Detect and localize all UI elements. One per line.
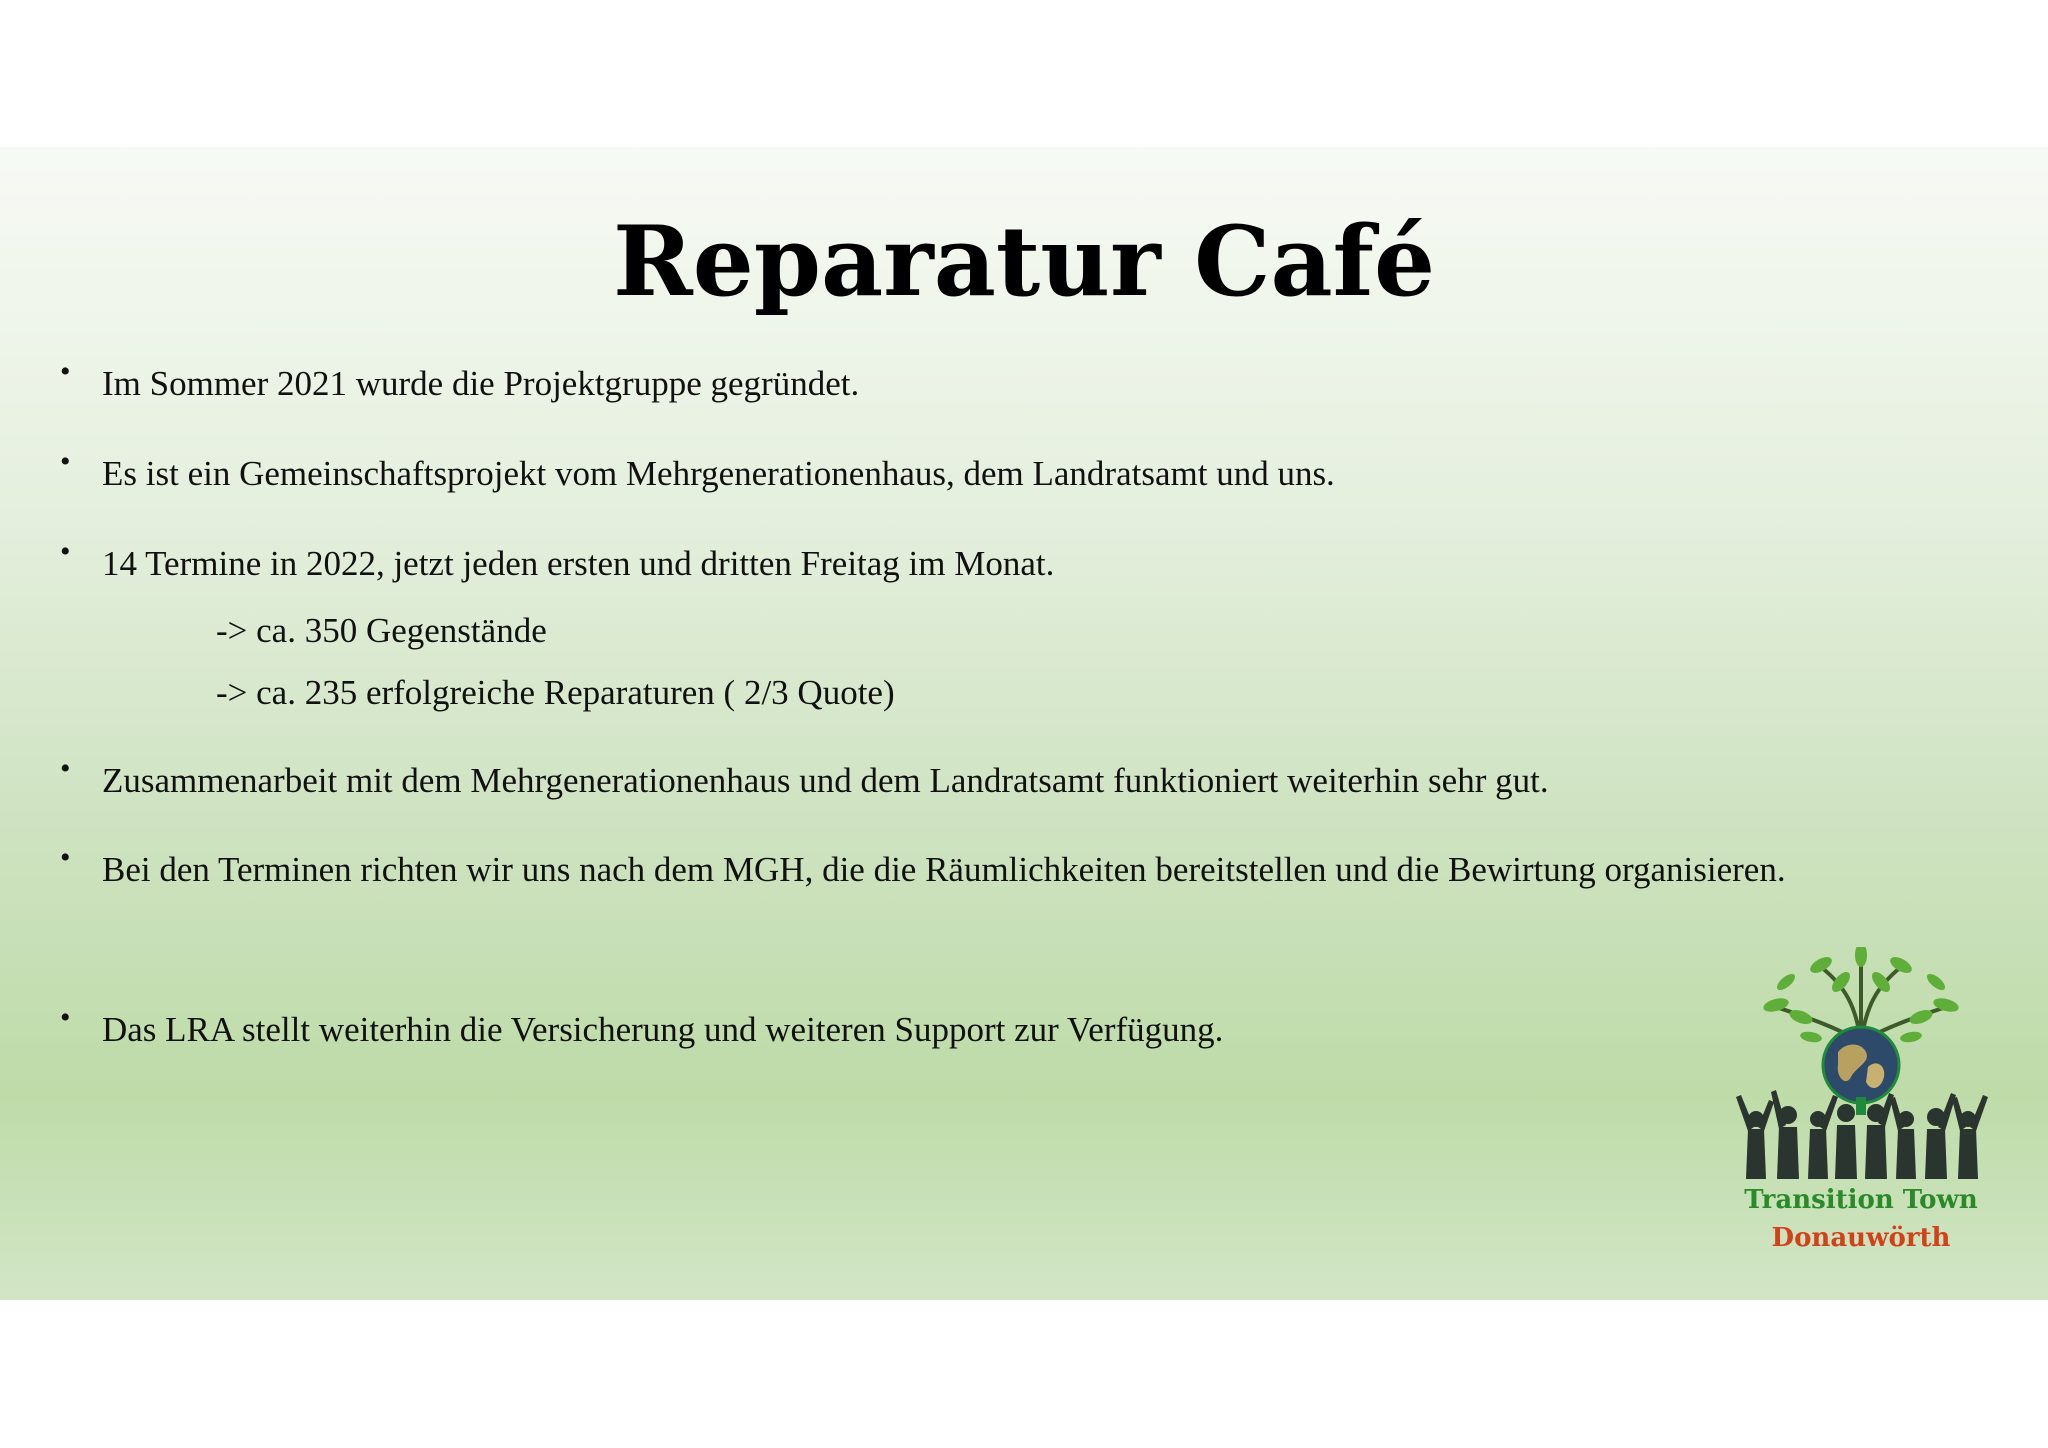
bullet-item: [60, 835, 1880, 905]
slide: [0, 147, 2048, 1300]
bullet-item: [60, 349, 1880, 419]
bullet-dot: •: [60, 355, 71, 388]
bullet-text: 14 Termine in 2022, jetzt jeden ersten und dritten Freitag im Monat.: [102, 544, 1055, 583]
bullet-dot: •: [60, 752, 71, 785]
transition-town-logo: [1726, 947, 1996, 1267]
bullet-item: [60, 746, 1880, 816]
bullet-text: Im Sommer 2021 wurde die Projektgruppe gegründet.: [102, 364, 860, 403]
tree-globe-people-icon: [1726, 947, 1996, 1183]
bullet-dot: •: [60, 535, 71, 568]
sub-item: -> ca. 235 erfolgreiche Reparaturen ( 2/3 Quote): [216, 673, 895, 712]
bullet-dot: •: [60, 841, 71, 874]
bullet-text: Das LRA stellt weiterhin die Versicherung und weiteren Support zur Verfügung.: [102, 1010, 1224, 1049]
bullet-text: Es ist ein Gemeinschaftsprojekt vom Mehrgenerationenhaus, dem Landratsamt und uns.: [102, 454, 1335, 493]
bullet-item: [60, 995, 1880, 1065]
logo-text-line2: Donauwörth: [1771, 1223, 1951, 1253]
bullet-dot: •: [60, 445, 71, 478]
bullet-dot: •: [60, 1001, 71, 1034]
bullet-text: Zusammenarbeit mit dem Mehrgenerationenhaus und dem Landratsamt funktioniert weiterhin sehr gut.: [102, 761, 1549, 800]
sub-item: -> ca. 350 Gegenstände: [216, 611, 547, 650]
logo-text-line1: Transition Town: [1744, 1185, 1978, 1215]
bullet-item: [60, 529, 1880, 599]
slide-title: Reparatur Café: [612, 205, 1436, 318]
bullet-text: Bei den Terminen richten wir uns nach dem MGH, die die Räumlichkeiten bereitstellen und die Bewirtung organisieren.: [102, 850, 1786, 889]
bullet-item: [60, 439, 1880, 509]
